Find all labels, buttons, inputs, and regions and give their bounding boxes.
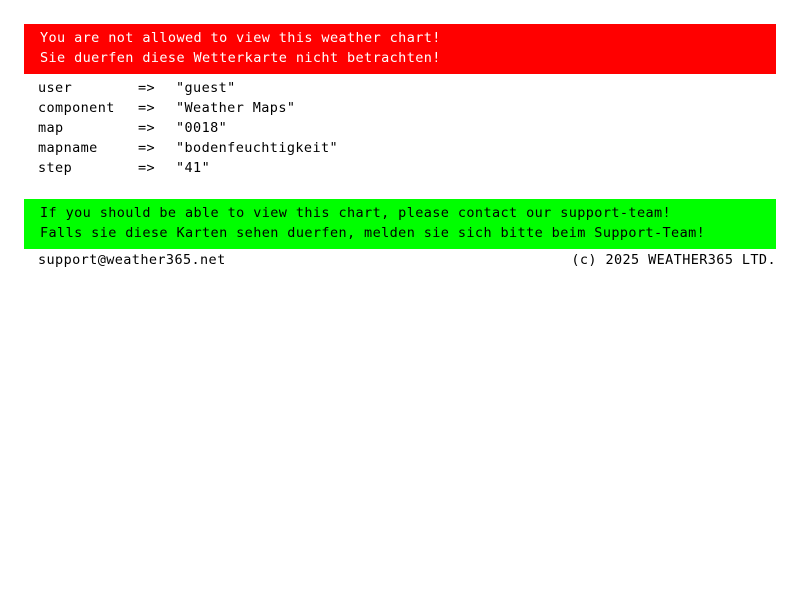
support-message-de: Falls sie diese Karten sehen duerfen, melden sie sich bitte beim Support-Team! bbox=[40, 225, 706, 241]
table-row bbox=[38, 118, 338, 138]
detail-value-step: "41" bbox=[176, 160, 211, 176]
detail-arrow: => bbox=[138, 120, 156, 136]
error-banner bbox=[24, 24, 776, 74]
table-row bbox=[38, 98, 338, 118]
detail-value-map: "0018" bbox=[176, 120, 228, 136]
footer bbox=[38, 250, 776, 270]
detail-value-mapname: "bodenfeuchtigkeit" bbox=[176, 140, 339, 156]
detail-key-map: map bbox=[38, 120, 64, 136]
detail-arrow: => bbox=[138, 160, 156, 176]
detail-key-user: user bbox=[38, 80, 73, 96]
support-banner bbox=[24, 199, 776, 249]
detail-arrow: => bbox=[138, 100, 156, 116]
support-email-link[interactable]: support@weather365.net bbox=[38, 252, 226, 268]
error-message-de: Sie duerfen diese Wetterkarte nicht betrachten! bbox=[40, 50, 441, 66]
detail-value-user: "guest" bbox=[176, 80, 236, 96]
table-row bbox=[38, 78, 338, 98]
detail-arrow: => bbox=[138, 140, 156, 156]
table-row bbox=[38, 138, 338, 158]
detail-key-mapname: mapname bbox=[38, 140, 98, 156]
detail-key-component: component bbox=[38, 100, 115, 116]
copyright-text: (c) 2025 WEATHER365 LTD. bbox=[571, 252, 776, 268]
detail-arrow: => bbox=[138, 80, 156, 96]
detail-value-component: "Weather Maps" bbox=[176, 100, 296, 116]
support-message-en: If you should be able to view this chart, please contact our support-team! bbox=[40, 205, 672, 221]
request-details-table bbox=[38, 78, 338, 178]
error-message-en: You are not allowed to view this weather chart! bbox=[40, 30, 441, 46]
detail-key-step: step bbox=[38, 160, 73, 176]
table-row bbox=[38, 158, 338, 178]
